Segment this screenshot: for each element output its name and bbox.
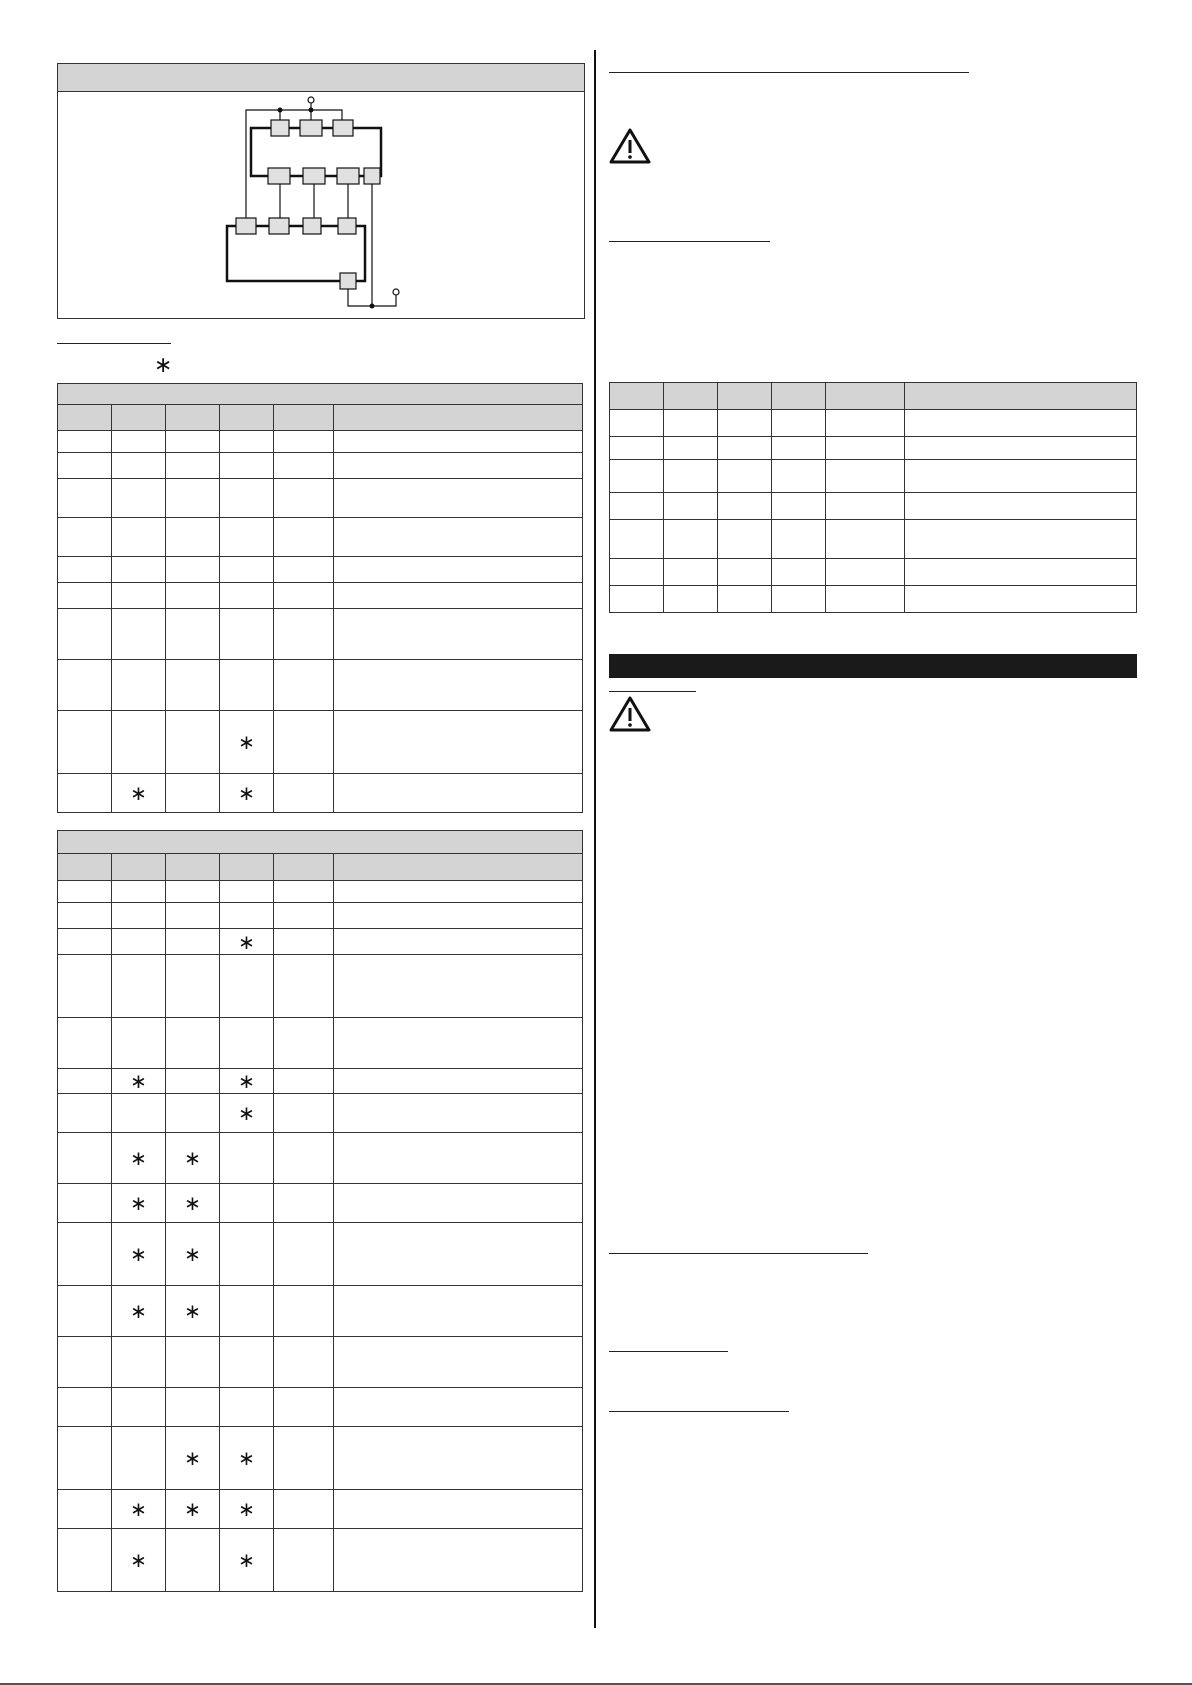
table-cell	[58, 1529, 112, 1592]
table-cell	[112, 881, 166, 903]
table-cell	[334, 1337, 583, 1388]
table-cell: ∗	[112, 1184, 166, 1223]
table-cell	[220, 903, 274, 929]
table-cell	[220, 1018, 274, 1069]
table-cell	[274, 955, 334, 1018]
table-cell	[274, 711, 334, 774]
table-header-cell	[112, 405, 166, 431]
table-cell	[334, 1427, 583, 1490]
table-cell	[274, 774, 334, 813]
table-cell	[334, 1184, 583, 1223]
table1	[57, 404, 583, 813]
table-cell	[166, 1018, 220, 1069]
section-underline	[57, 343, 171, 344]
table-cell	[274, 1529, 334, 1592]
table-cell	[58, 955, 112, 1018]
table-cell	[166, 903, 220, 929]
table-header-cell	[166, 405, 220, 431]
table-cell	[718, 493, 772, 520]
table-cell	[274, 903, 334, 929]
wiring-diagram-panel	[57, 63, 585, 319]
table-cell	[772, 586, 826, 613]
table-cell	[772, 493, 826, 520]
table-row	[58, 518, 583, 557]
table-cell	[334, 609, 583, 660]
table-cell	[112, 660, 166, 711]
table-cell	[664, 586, 718, 613]
table-cell	[334, 1069, 583, 1094]
table-cell	[334, 1490, 583, 1529]
table-cell	[274, 453, 334, 479]
table-cell	[220, 1133, 274, 1184]
table-cell	[112, 557, 166, 583]
table-cell	[718, 410, 772, 437]
table-row	[58, 1133, 583, 1184]
table-cell	[334, 453, 583, 479]
table-row	[610, 586, 1137, 613]
table-cell	[274, 1427, 334, 1490]
table-cell	[166, 955, 220, 1018]
table-cell	[220, 431, 274, 453]
table-row	[58, 1529, 583, 1592]
table-cell	[58, 557, 112, 583]
table-header-cell	[112, 854, 166, 881]
table-cell	[58, 1094, 112, 1133]
table-cell	[58, 1018, 112, 1069]
table-cell	[220, 518, 274, 557]
table-cell	[334, 903, 583, 929]
table-cell	[826, 520, 905, 559]
table-cell	[58, 609, 112, 660]
table-cell: ∗	[166, 1286, 220, 1337]
table-cell	[274, 1490, 334, 1529]
table-cell	[58, 479, 112, 518]
table-cell	[274, 479, 334, 518]
table-row	[610, 460, 1137, 493]
table-cell	[826, 493, 905, 520]
table-cell	[274, 557, 334, 583]
table-row	[58, 431, 583, 453]
table-cell	[610, 460, 664, 493]
table-cell	[112, 955, 166, 1018]
table2-title-band	[57, 830, 583, 854]
table-cell	[58, 1069, 112, 1094]
table-cell: ∗	[220, 711, 274, 774]
table-cell: ∗	[220, 1094, 274, 1133]
table-cell: ∗	[112, 1529, 166, 1592]
table-row	[58, 881, 583, 903]
table-cell	[112, 1427, 166, 1490]
table-cell	[610, 410, 664, 437]
table-cell	[112, 929, 166, 955]
table-cell	[826, 586, 905, 613]
table-header-cell	[826, 383, 905, 410]
table-row	[58, 1388, 583, 1427]
table-row	[58, 1337, 583, 1388]
table-cell	[334, 774, 583, 813]
table-cell	[58, 1223, 112, 1286]
table-row	[58, 774, 583, 813]
table-cell: ∗	[112, 1286, 166, 1337]
table-header-cell	[772, 383, 826, 410]
table-cell	[58, 1427, 112, 1490]
table-cell	[220, 660, 274, 711]
table-cell: ∗	[166, 1427, 220, 1490]
table-cell	[166, 518, 220, 557]
table-row	[58, 1094, 583, 1133]
table-cell: ∗	[166, 1184, 220, 1223]
table-cell	[112, 1388, 166, 1427]
warning-icon	[609, 696, 651, 732]
table-cell	[826, 559, 905, 586]
table-cell	[58, 711, 112, 774]
table-cell	[274, 1018, 334, 1069]
table-header-cell	[274, 405, 334, 431]
table-cell	[58, 1133, 112, 1184]
table-cell	[58, 1184, 112, 1223]
table-cell	[166, 557, 220, 583]
table-row	[610, 559, 1137, 586]
warning-icon	[609, 128, 651, 164]
table-cell: ∗	[220, 774, 274, 813]
table1-title-band	[57, 383, 583, 405]
table-cell: ∗	[112, 1069, 166, 1094]
table-cell	[220, 583, 274, 609]
table-header-row	[610, 383, 1137, 410]
table-cell	[166, 453, 220, 479]
table-cell	[334, 711, 583, 774]
table-cell	[58, 660, 112, 711]
table-header-cell	[718, 383, 772, 410]
table-cell	[166, 1337, 220, 1388]
table-cell	[166, 1388, 220, 1427]
table-cell	[334, 881, 583, 903]
table-cell	[664, 460, 718, 493]
table-cell	[58, 431, 112, 453]
table-cell	[220, 1337, 274, 1388]
table-cell	[274, 1223, 334, 1286]
table-cell	[334, 1286, 583, 1337]
table-cell	[718, 437, 772, 460]
table-cell	[274, 583, 334, 609]
table-cell	[905, 460, 1137, 493]
table-cell	[112, 453, 166, 479]
wiring-diagram	[58, 92, 584, 318]
table-cell	[334, 660, 583, 711]
table-row	[58, 1490, 583, 1529]
table-row	[58, 557, 583, 583]
table-cell	[664, 410, 718, 437]
table-cell	[112, 583, 166, 609]
table-cell	[274, 660, 334, 711]
table-cell	[220, 453, 274, 479]
table-cell	[112, 903, 166, 929]
table-cell	[220, 1286, 274, 1337]
table-cell	[58, 929, 112, 955]
table-cell: ∗	[166, 1133, 220, 1184]
table-cell	[220, 609, 274, 660]
table-cell	[905, 559, 1137, 586]
table-cell	[58, 1388, 112, 1427]
table-header-cell	[58, 405, 112, 431]
table-cell	[334, 518, 583, 557]
table-header-cell	[166, 854, 220, 881]
table-cell: ∗	[166, 1223, 220, 1286]
table-cell	[610, 520, 664, 559]
table-cell	[334, 557, 583, 583]
table-row	[58, 660, 583, 711]
table-header-cell	[58, 854, 112, 881]
table3	[609, 382, 1137, 613]
table-header-cell	[220, 405, 274, 431]
table-cell	[664, 520, 718, 559]
table-cell	[166, 660, 220, 711]
table-cell	[112, 1337, 166, 1388]
table-cell: ∗	[220, 1069, 274, 1094]
table-row	[58, 1184, 583, 1223]
table-cell	[274, 1133, 334, 1184]
table-cell	[58, 903, 112, 929]
table-cell	[58, 453, 112, 479]
legend-star-marker: ∗	[154, 353, 173, 378]
table-cell	[905, 520, 1137, 559]
table-cell	[112, 711, 166, 774]
table-cell	[166, 1069, 220, 1094]
table-cell	[274, 518, 334, 557]
table-cell: ∗	[112, 1223, 166, 1286]
table-cell: ∗	[166, 1490, 220, 1529]
table-cell	[58, 1337, 112, 1388]
table2	[57, 853, 583, 1592]
table-row	[58, 955, 583, 1018]
table-cell	[58, 881, 112, 903]
table-row	[58, 929, 583, 955]
section-underline	[609, 1253, 868, 1254]
table-cell	[610, 437, 664, 460]
table-cell	[220, 479, 274, 518]
table-cell	[718, 559, 772, 586]
table-header-cell	[905, 383, 1137, 410]
table-row	[58, 1018, 583, 1069]
table-cell	[334, 1094, 583, 1133]
table-header-cell	[274, 854, 334, 881]
table-header-cell	[334, 854, 583, 881]
table-cell	[58, 518, 112, 557]
table-cell	[905, 410, 1137, 437]
table-cell	[334, 1223, 583, 1286]
table-cell	[905, 437, 1137, 460]
table-cell: ∗	[112, 1490, 166, 1529]
table-cell: ∗	[112, 1133, 166, 1184]
table-cell	[334, 431, 583, 453]
table-cell	[334, 929, 583, 955]
table-cell	[334, 1388, 583, 1427]
table-cell	[58, 583, 112, 609]
table-cell	[166, 479, 220, 518]
table-cell	[274, 609, 334, 660]
table-row	[58, 583, 583, 609]
wiring-diagram-header	[58, 64, 584, 92]
table-cell	[166, 774, 220, 813]
table-cell	[334, 479, 583, 518]
table-cell	[826, 437, 905, 460]
table-row	[610, 410, 1137, 437]
table-row	[58, 903, 583, 929]
table-cell	[220, 1184, 274, 1223]
table-row	[58, 453, 583, 479]
table-cell: ∗	[220, 1529, 274, 1592]
table-row	[58, 1223, 583, 1286]
column-divider	[594, 50, 596, 1628]
table-cell	[166, 711, 220, 774]
table-row	[58, 1069, 583, 1094]
table-cell	[610, 586, 664, 613]
table-row	[610, 437, 1137, 460]
table-cell: ∗	[220, 929, 274, 955]
table-row	[58, 711, 583, 774]
table-header-row	[58, 405, 583, 431]
table-header-cell	[334, 405, 583, 431]
table-cell: ∗	[220, 1427, 274, 1490]
table-cell	[826, 410, 905, 437]
table-row	[58, 1286, 583, 1337]
table-row	[610, 493, 1137, 520]
table-cell	[610, 493, 664, 520]
section-underline	[609, 72, 969, 73]
table-header-cell	[220, 854, 274, 881]
table-cell	[274, 1094, 334, 1133]
table-cell	[220, 1388, 274, 1427]
table-cell	[905, 493, 1137, 520]
table-cell	[166, 583, 220, 609]
section-black-band	[609, 654, 1137, 678]
table-cell	[334, 1529, 583, 1592]
table-cell	[166, 1529, 220, 1592]
table-cell	[772, 437, 826, 460]
table-cell	[274, 1069, 334, 1094]
table-cell	[718, 460, 772, 493]
table-cell	[772, 410, 826, 437]
table-cell	[112, 609, 166, 660]
table-cell	[220, 557, 274, 583]
table-cell	[334, 583, 583, 609]
table-cell	[166, 1094, 220, 1133]
table-row	[58, 1427, 583, 1490]
table-cell	[274, 1286, 334, 1337]
table-header-cell	[610, 383, 664, 410]
table-header-row	[58, 854, 583, 881]
table-cell: ∗	[112, 774, 166, 813]
table-cell	[112, 431, 166, 453]
table-header-cell	[664, 383, 718, 410]
table-cell	[112, 518, 166, 557]
table-cell	[220, 955, 274, 1018]
table-cell	[166, 609, 220, 660]
table-cell	[334, 955, 583, 1018]
table-cell	[772, 559, 826, 586]
table-cell	[112, 479, 166, 518]
table-cell	[772, 520, 826, 559]
table-cell	[664, 437, 718, 460]
table-cell	[334, 1133, 583, 1184]
table-cell	[112, 1018, 166, 1069]
table-row	[58, 479, 583, 518]
table-cell	[220, 1223, 274, 1286]
table-cell	[610, 559, 664, 586]
table-cell	[166, 431, 220, 453]
table-cell	[718, 520, 772, 559]
table-cell	[220, 881, 274, 903]
table-cell	[274, 1184, 334, 1223]
table-row	[58, 609, 583, 660]
table-row	[610, 520, 1137, 559]
section-underline	[609, 1411, 789, 1412]
table-cell	[274, 929, 334, 955]
table-cell	[58, 774, 112, 813]
table-cell	[664, 493, 718, 520]
table-cell	[58, 1286, 112, 1337]
table-cell	[274, 1388, 334, 1427]
table-cell: ∗	[220, 1490, 274, 1529]
table-cell	[274, 1337, 334, 1388]
table-cell	[274, 431, 334, 453]
table-cell	[166, 929, 220, 955]
table-cell	[718, 586, 772, 613]
table-cell	[166, 881, 220, 903]
table-cell	[58, 1490, 112, 1529]
table-cell	[905, 586, 1137, 613]
table-cell	[274, 881, 334, 903]
section-underline	[609, 691, 696, 692]
section-underline	[609, 1351, 728, 1352]
table-cell	[334, 1018, 583, 1069]
table-cell	[664, 559, 718, 586]
table-cell	[112, 1094, 166, 1133]
table-cell	[772, 460, 826, 493]
section-underline	[609, 241, 770, 242]
table-cell	[826, 460, 905, 493]
